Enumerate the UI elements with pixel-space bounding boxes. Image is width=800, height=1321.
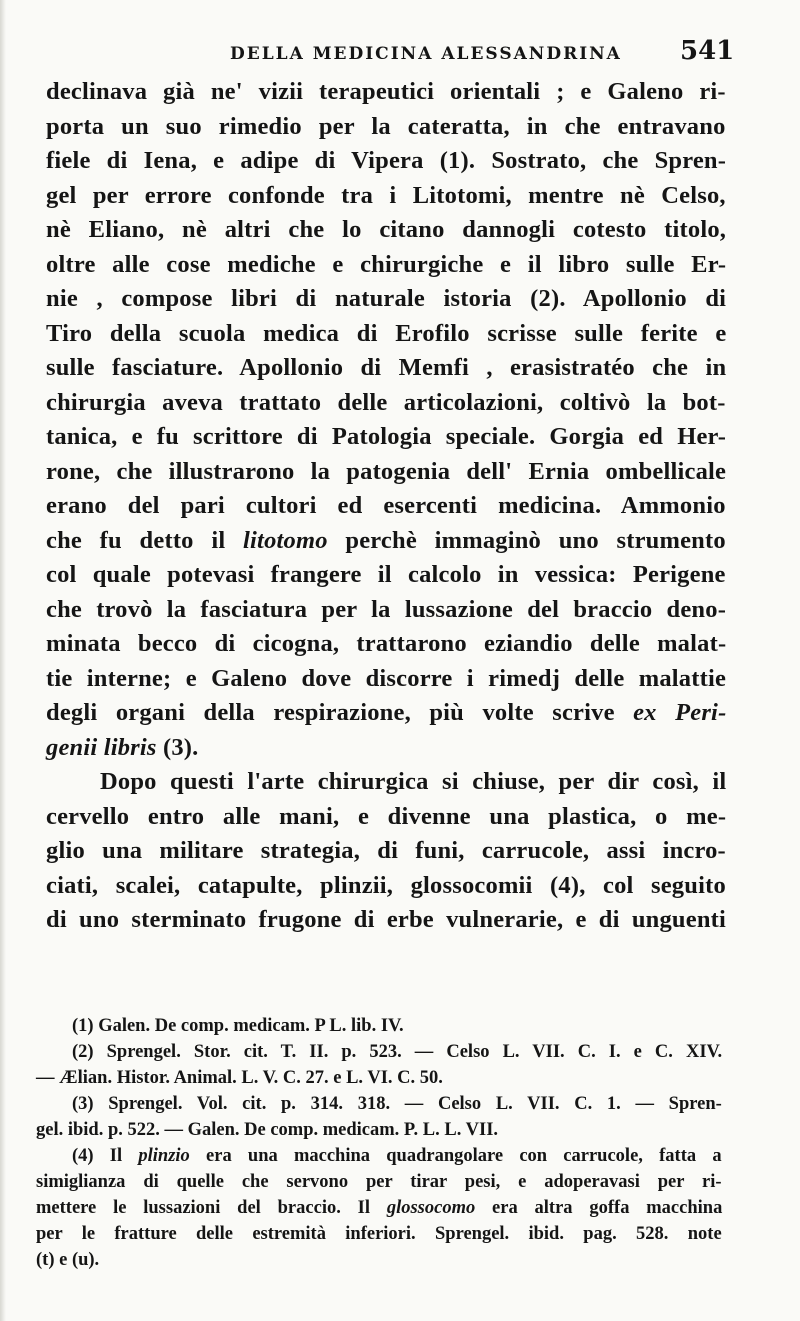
text-line: col quale potevasi frangere il calcolo in vessica: Perigene <box>46 561 726 588</box>
text-line: genii libris (3). <box>46 733 199 761</box>
text-line: glio una militare strategia, di funi, carrucole, assi incro- <box>46 837 726 864</box>
text-line: nie , compose libri di naturale istoria (2). Apollonio di <box>46 285 727 312</box>
footnotes <box>36 1016 722 1276</box>
text-line: Tiro della scuola medica di Erofilo scrisse sulle ferite e <box>46 319 727 347</box>
text-line: rone, che illustrarono la patogenia dell' Ernia ombellicale <box>46 457 727 485</box>
text-line: ciati, scalei, catapulte, plinzii, glossocomii (4), col seguito <box>46 871 726 899</box>
page-header <box>0 34 800 74</box>
running-head: DELLA MEDICINA ALESSANDRINA <box>230 44 622 64</box>
text-line: minata becco di cicogna, trattarono eziandio delle malat- <box>46 630 727 657</box>
footnote-line: (2) Sprengel. Stor. cit. T. II. p. 523. — Celso L. VII. C. I. e C. XIV. <box>72 1042 723 1062</box>
text-line: fiele di Iena, e adipe di Vipera (1). Sostrato, che Spren- <box>46 147 727 174</box>
text-line: cervello entro alle mani, e divenne una plastica, o me- <box>46 802 727 830</box>
text-line: che fu detto il litotomo perchè immaginò uno strumento <box>46 526 726 554</box>
text-line: erano del pari cultori ed esercenti medicina. Ammonio <box>46 492 726 519</box>
footnote-line: (3) Sprengel. Vol. cit. p. 314. 318. — Celso L. VII. C. 1. — Spren- <box>72 1094 722 1114</box>
footnote-line: simiglianza di quelle che servono per tirar pesi, e adoperavasi per ri- <box>36 1172 722 1192</box>
text-line: declinava già ne' vizii terapeutici orientali ; e Galeno ri- <box>46 78 726 105</box>
text-line: nè Eliano, nè altri che lo citano dannogli cotesto titolo, <box>46 216 727 243</box>
footnote-line: (t) e (u). <box>36 1250 100 1270</box>
footnote-line: per le fratture delle estremità inferiori. Sprengel. ibid. pag. 528. note <box>36 1224 722 1244</box>
text-line: tie interne; e Galeno dove discorre i rimedj delle malattie <box>46 664 727 692</box>
text-line: porta un suo rimedio per la cateratta, in che entravano <box>46 112 726 140</box>
footnote-line: gel. ibid. p. 522. — Galen. De comp. medicam. P. L. L. VII. <box>36 1120 499 1140</box>
text-line: sulle fasciature. Apollonio di Memfi , erasistratéo che in <box>46 354 727 381</box>
text-line: degli organi della respirazione, più volte scrive ex Peri- <box>46 699 727 726</box>
page-number: 541 <box>680 36 735 66</box>
text-line: chirurgia aveva trattato delle articolazioni, coltivò la bot- <box>46 388 726 416</box>
text-line-paragraph-start: Dopo questi l'arte chirurgica si chiuse, per dir così, il <box>100 768 727 795</box>
footnote-line: — Ælian. Histor. Animal. L. V. C. 27. e L. VI. C. 50. <box>36 1068 443 1088</box>
text-line: tanica, e fu scrittore di Patologia speciale. Gorgia ed Her- <box>46 423 727 450</box>
footnote-line: mettere le lussazioni del braccio. Il glossocomo era altra goffa macchina <box>36 1198 723 1218</box>
text-line: gel per errore confonde tra i Litotomi, mentre nè Celso, <box>46 181 726 209</box>
footnote-line: (4) Il plinzio era una macchina quadrangolare con carrucole, fatta a <box>72 1146 722 1166</box>
footnote-line: (1) Galen. De comp. medicam. P L. lib. IV. <box>72 1016 404 1036</box>
text-line: che trovò la fasciatura per la lussazione del braccio deno- <box>46 595 727 623</box>
text-line: di uno sterminato frugone di erbe vulnerarie, e di unguenti <box>46 906 727 933</box>
text-line: oltre alle cose mediche e chirurgiche e il libro sulle Er- <box>46 250 727 278</box>
main-text <box>46 78 726 941</box>
page-edge-shadow <box>0 0 6 1321</box>
